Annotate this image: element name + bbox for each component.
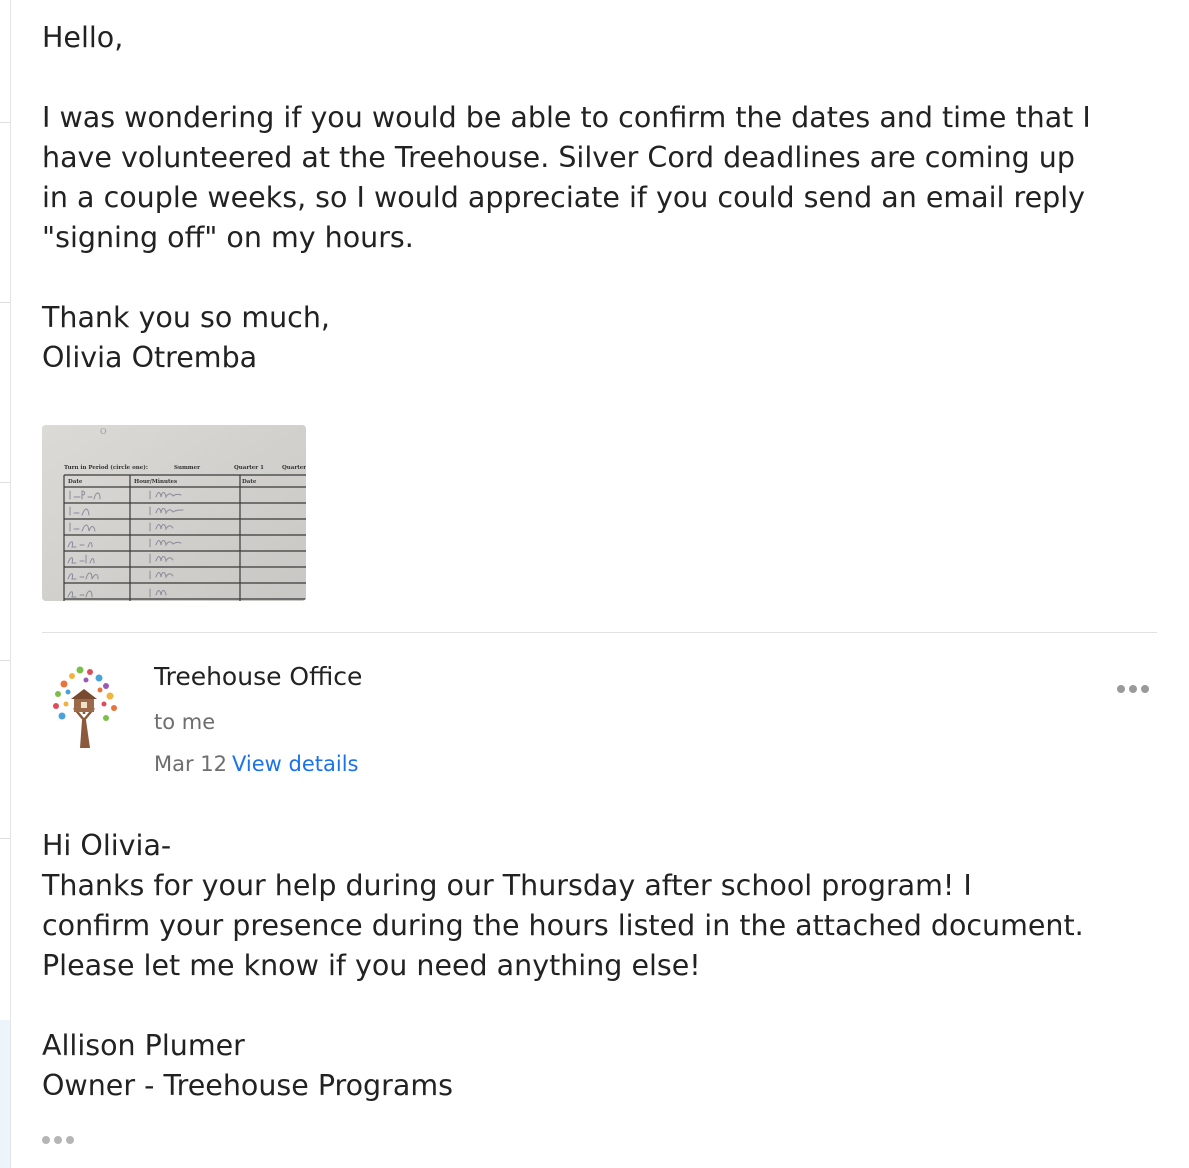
reply-line: Please let me know if you need anything else!: [42, 949, 701, 982]
recipient-text: to me: [154, 710, 216, 734]
svg-text:Quarter: Quarter: [282, 465, 306, 471]
reply-line: Thanks for your help during our Thursday after school program! I: [42, 869, 972, 902]
rail-divider: [0, 838, 10, 839]
attachment-thumbnail[interactable]: [42, 425, 306, 601]
reply-line: Hi Olivia-: [42, 829, 172, 862]
message-date: Mar 12: [154, 752, 228, 776]
more-horizontal-icon: [1117, 685, 1125, 693]
svg-text:Date: Date: [242, 479, 257, 485]
svg-text:Date: Date: [68, 479, 83, 485]
left-rail: [0, 0, 11, 1168]
sender-name[interactable]: Treehouse Office: [154, 662, 363, 691]
more-horizontal-icon: [1129, 685, 1137, 693]
reply-signature-title: Owner - Treehouse Programs: [42, 1069, 453, 1102]
signature-text: Olivia Otremba: [42, 341, 258, 374]
trimmed-content-icon: [54, 1136, 62, 1144]
svg-text:Turn in Period (circle one):: Turn in Period (circle one):: [64, 465, 148, 471]
show-trimmed-content-button[interactable]: [42, 1128, 82, 1152]
more-options-button[interactable]: [1112, 678, 1154, 700]
rail-divider: [0, 302, 10, 303]
rail-divider: [0, 660, 10, 661]
paragraph-line: "signing off" on my hours.: [42, 221, 414, 254]
svg-text:O: O: [100, 427, 107, 436]
treehouse-logo-icon: [44, 662, 124, 748]
rail-divider: [0, 122, 10, 123]
greeting-text: Hello,: [42, 21, 124, 54]
message-divider: [42, 632, 1157, 633]
rail-selected-highlight: [0, 1020, 10, 1168]
sender-avatar[interactable]: [44, 662, 124, 748]
closing-text: Thank you so much,: [42, 301, 330, 334]
more-horizontal-icon: [1141, 685, 1149, 693]
reply-signature-name: Allison Plumer: [42, 1029, 245, 1062]
trimmed-content-icon: [66, 1136, 74, 1144]
view-details-link[interactable]: View details: [232, 752, 359, 776]
attachment-photo: [42, 425, 306, 601]
paragraph-line: in a couple weeks, so I would appreciate if you could send an email reply: [42, 181, 1085, 214]
paragraph-line: have volunteered at the Treehouse. Silver Cord deadlines are coming up: [42, 141, 1075, 174]
trimmed-content-icon: [42, 1136, 50, 1144]
svg-text:Hour/Minutes: Hour/Minutes: [134, 479, 178, 485]
svg-text:Summer: Summer: [174, 465, 201, 471]
paragraph-line: I was wondering if you would be able to confirm the dates and time that I: [42, 101, 1091, 134]
rail-divider: [0, 482, 10, 483]
reply-line: confirm your presence during the hours listed in the attached document.: [42, 909, 1084, 942]
svg-text:Quarter 1: Quarter 1: [234, 465, 264, 471]
